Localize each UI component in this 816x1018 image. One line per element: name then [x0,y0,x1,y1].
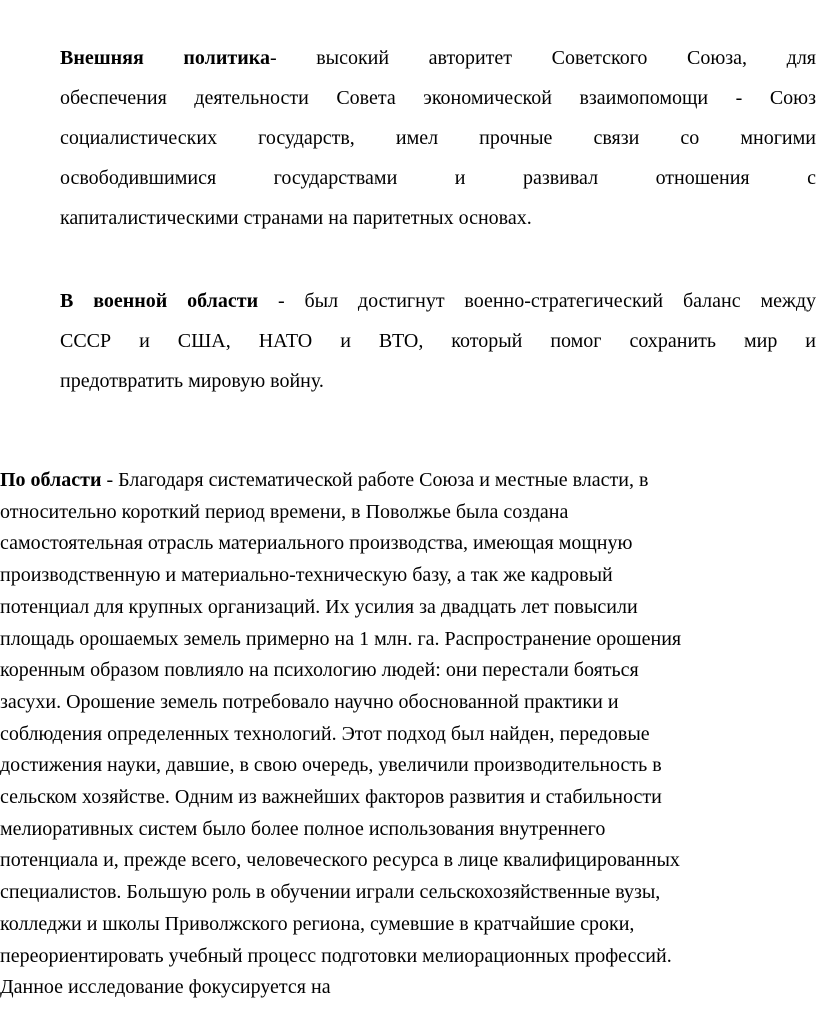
paragraph-heading: По области [0,469,102,491]
paragraph-region [0,465,816,1004]
paragraph-line: потенциала и, прежде всего, человеческого ресурса в лице квалифицированных [0,849,680,872]
paragraph-heading: В военной области [60,290,259,312]
paragraph-line: предотвратить мировую войну. [60,370,324,392]
paragraph-line: переориентировать учебный процесс подготовки мелиорационных профессий. [0,944,672,967]
paragraph-line: освободившимися государствами и развивал отношения с [60,167,816,189]
paragraph-line: соблюдения определенных технологий. Этот подход был найден, передовые [0,722,650,745]
paragraph-line: обеспечения деятельности Совета экономической взаимопомощи - Союз [60,87,816,109]
paragraph-line: относительно короткий период времени, в Поволжье была создана [0,500,569,523]
paragraph-line: засухи. Орошение земель потребовало научно обоснованной практики и [0,690,619,713]
paragraph-line: сельском хозяйстве. Одним из важнейших факторов развития и стабильности [0,786,662,809]
paragraph-line: СССР и США, НАТО и ВТО, который помог сохранить мир и [60,330,816,352]
paragraph-line: самостоятельная отрасль материального производства, имеющая мощную [0,532,633,555]
paragraph-line: социалистических государств, имел прочные связи со многими [60,127,816,149]
paragraph-line: производственную и материально-техническую базу, а так же кадровый [0,564,613,587]
paragraph-military [60,281,816,401]
paragraph-line: В военной области - был достигнут военно-стратегический баланс между [60,290,816,312]
paragraph-line: капиталистическими странами на паритетных основах. [60,207,532,229]
paragraph-line: По области - Благодаря систематической работе Союза и местные власти, в [0,469,649,491]
paragraph-heading: Внешняя политика [60,47,270,69]
paragraph-line: колледжи и школы Приволжского региона, сумевшие в кратчайшие сроки, [0,912,635,935]
paragraph-line: коренным образом повлияло на психологию людей: они перестали бояться [0,659,639,682]
paragraph-line: достижения науки, давшие, в свою очередь, увеличили производительность в [0,754,662,777]
paragraph-line: Данное исследование фокусируется на [0,976,331,999]
paragraph-line: потенциал для крупных организаций. Их усилия за двадцать лет повысили [0,595,638,618]
paragraph-line: площадь орошаемых земель примерно на 1 млн. га. Распространение орошения [0,627,682,650]
paragraph-line: специалистов. Большую роль в обучении играли сельскохозяйственные вузы, [0,881,661,904]
paragraph-line: мелиоративных систем было более полное использования внутреннего [0,817,606,840]
paragraph-line: Внешняя политика- высокий авторитет Советского Союза, для [60,47,816,69]
paragraph-foreign-policy [60,38,816,238]
